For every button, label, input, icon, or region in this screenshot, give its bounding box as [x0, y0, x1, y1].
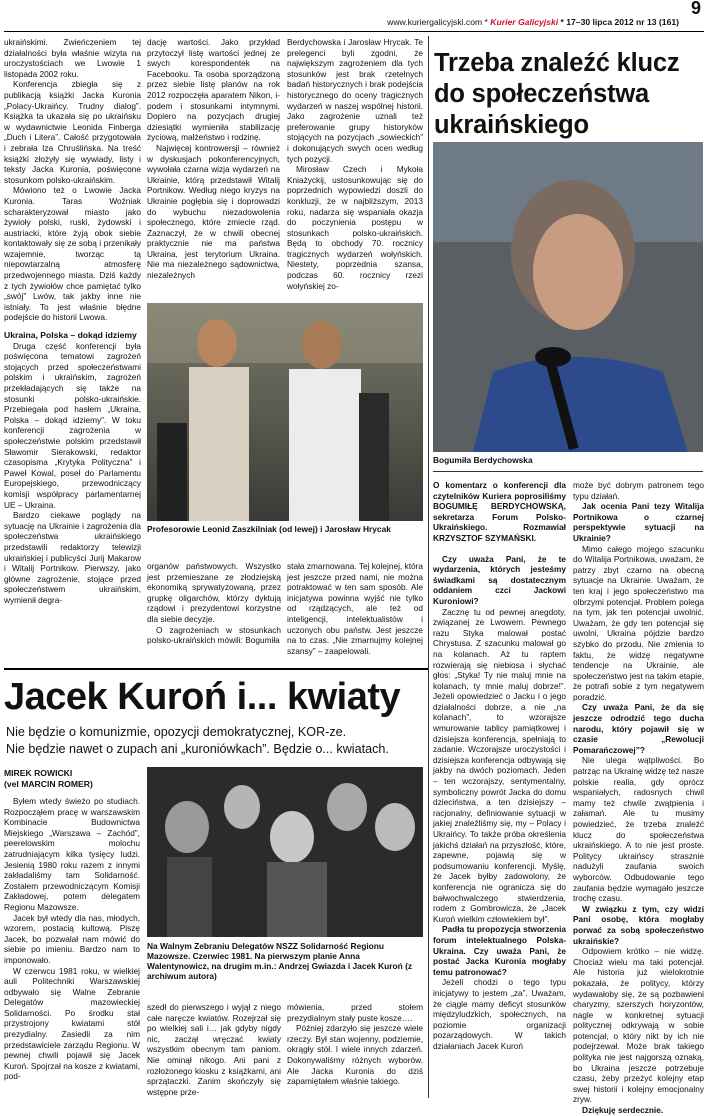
interview-answer: Jeżeli chodzi o tego typu inicjatywy to jestem „za”. Uważam, że ciągle mamy deficyt stosunków międzyludzkich, społecznych, na poziomie organizacji pozarządowych. W takich działaniach Jacek Kuroń	[433, 977, 566, 1051]
paragraph: Byłem wtedy świeżo po studiach. Rozpocząłem pracę w warszawskim Kombinacie Budownictwa Miejskiego „Warszawa – Zachód”, peerelowskim molochu zatrudniającym kilka tysięcy ludzi. Jesienią 1980 roku razem z innymi zakładaliśmy tam Solidarność. Zostałem przewodniczącym Komisji Zakładowej, potem delegatem Regionu Mazowsze.	[4, 796, 140, 912]
kuron-subtitle-1: Nie będzie o komunizmie, opozycji demokratycznej, KOR-ze.	[6, 725, 347, 739]
site-url[interactable]: www.kuriergalicyjski.com	[387, 17, 483, 27]
interview-answer: Nie ulega wątpliwości. Bo patrząc na Ukrainę widzę też nasze polskie realia, gdy oprócz wspaniałych, radosnych chwil mamy też chwile zwątpienia i załamań. Ale tu musimy powiedzieć, że trzeba znaleźć klucz do społeczeństwa ukraińskiego. A to nie jest proste. Politycy ukraińscy strasznie nadużyli zaufania swoich wyborców. Odbudowanie tego zaufania będzie wymagało jeszcze trochę czasu.	[573, 755, 704, 904]
interview-title: Trzeba znaleźć klucz do społeczeństwa ukraińskiego	[434, 49, 680, 139]
paragraph: Bardzo ciekawe poglądy na sytuację na Ukrainie i zagrożenia dla społeczeństwa ukraińskiego przedstawili redaktorzy telewizji ukraińskiej i publicyści Jurij Makarow i Witalij Portnikow. Pierwszy, jako główne zagrożenie, stojące przed społeczeństwem ukraińskim, wymienił degra-	[4, 510, 141, 605]
interview-question: Czy uważa Pani, że te wydarzenia, których jesteśmy świadkami są dostatecznym oddaniem czci Jackowi Kuroniowi?	[433, 553, 566, 606]
paragraph: stała zmarnowana. Tej kolejnej, która jest jeszcze przed nami, nie można potraktować w ten sam sposób. Ale inicjatywa powinna wyjść nie tylko od rządzących, ale też od inteligencji, intelektualistów i uczonych obu państw. Jest jeszcze na to czas. „Nie zmarnujmy kolejnej szansy” – zaapelowali.	[287, 561, 423, 656]
header-sep: *	[482, 17, 491, 27]
paragraph: W czerwcu 1981 roku, w wielkiej auli Politechniki Warszawskiej odbywało się Walne Zebranie Delegatów mazowieckiej Solidarności. Po środku stał przystrojony kwiatami stół prezydialny. Zasiedli za nim przedstawiciele zarządu Regionu. W pewnej chwili pojawił się Jacek Kuroń. Spojrzał na kosze z kwiatami, pod-	[4, 965, 140, 1082]
interview-answer: Mimo całego mojego szacunku do Witalija Portnikowa, uważam, że patrzy zbyt czarno na obecną sytuacje na Ukrainie. Uważam, że ten kraj i jego społeczeństwo ma olbrzymi potencjał. Problem polega na tym, jak ten potencjał uwolnić. Uważam, że gdy ten potencjał się uwolni, Ukraina pójdzie bardzo szybko do przodu. Nie zmienia to faktu, że widzę negatywne tendencje na Ukrainie, ale społeczeństwo jest na takim etapie, że potrafi sobie z tym negatywem poradzić.	[573, 543, 704, 702]
article-col-3b	[287, 561, 423, 656]
paragraph: Później zdarzyło się jeszcze wiele rzeczy. Był stan wojenny, podziemie, okrągły stół. I wiele innych zdarzeń. Dokonywaliśmy różnych wyborów. Ale Jacka Kuronia do dziś zapamiętałem właśnie takiego.	[287, 1023, 423, 1087]
interview-question: Padła tu propozycja stworzenia forum intelektualnego Polska-Ukraina. Czy uważa Pani, że postać Jacka Kuronia mogłaby temu patronować?	[433, 924, 566, 977]
kuron-col-2	[147, 1002, 281, 1098]
photo-caption: Profesorowie Leonid Zaszkilniak (od lewej) i Jarosław Hrycak	[147, 524, 391, 534]
kuron-subtitle-2: Nie będzie nawet o zupach ani „kuroniówkach”. Będzie o... kwiatach.	[6, 742, 389, 756]
paragraph: O zagrożeniach w stosunkach polsko-ukraińskich mówili: Bogumiła	[147, 624, 281, 646]
paragraph: ukraińskimi. Zwieńczeniem tej działalności była właśnie wizyta na uroczystościach we Lwowie 1 listopada 2002 roku.	[4, 37, 141, 79]
section-rule	[4, 668, 428, 670]
interview-question: W związku z tym, czy widzi Pani osobę, która mogłaby porwać za sobą społeczeństwo ukraińskie?	[573, 903, 704, 946]
page-header	[0, 0, 707, 30]
caption-rule	[433, 471, 703, 472]
interview-answer: Zacznę tu od pewnej anegdoty, związanej ze Lwowem. Pewnego razu Styka malował postać Chrystusa. Z szacunku malował go na kolanach. Aż tu raptem rozwierają się niebiosa i słychać głos: „Styka! Ty nie maluj mnie na kolanach, ty mnie maluj dobrze!”. Jeżeli opowiedzieć o Jacku i o jego działalności dobrze, a nie „na kolanach”, to wzorajsze wmurowanie tablicy pamiątkowej i dzisiejsza konferencja, spełniają to zadanie. Wczorajsze uroczystości i dzisiejsza konferencja odbywają się jakby na dwóch poziomach. Jeden – ten wczorajszy, sentymentalny, symboliczny powrót Jacka do domu dzieciństwa, a ten dzisiejszy – racjonalny, definiowanie sytuacji w jakiej znaleźliśmy się, my – Polacy i Ukraińcy. To także próba określenia jakichś działań na przyszłość, które, zapewne, pojawią się w podsumowaniu konferencji. Myślę, że Jacek byłby zadowolony, że konferencja nie ogranicza się do bałwochwalczego stwierdzenia, rodem z Gombrowicza, że „Jacek Kuroń wielkim człowiekiem był”.	[433, 606, 566, 924]
issue-date: * 17–30 lipca 2012 nr 13 (161)	[558, 17, 679, 27]
photo-caption-berdychowska: Bogumiła Berdychowska	[433, 455, 533, 465]
page-number: 9	[690, 0, 701, 18]
photo-professors	[147, 303, 423, 521]
interview-col-2	[573, 480, 704, 1116]
article-col-1	[4, 37, 141, 665]
header-issue-line	[387, 17, 679, 27]
photo-berdychowska	[433, 142, 703, 452]
interview-intro: O komentarz o konferencji dla czytelników Kuriera poprosiliśmy BOGUMIŁĘ BERDYCHOWSKĄ, sekretarza Forum Polsko-Ukraińskiego. Rozmawiał KRZYSZTOF SZYMAŃSKI.	[433, 480, 566, 543]
interview-col-1	[433, 480, 566, 1098]
photo-caption-solidarnosc: Na Walnym Zebraniu Delegatów NSZZ Solidarność Regionu Mazowsze. Czerwiec 1981. Na pierwszym planie Anna Walentynowicz, na drugim m.in.: Andrzej Gwiazda i Jacek Kuroń (z archiwum autora)	[147, 941, 413, 981]
kuron-title: Jacek Kuroń i... kwiaty	[4, 676, 401, 718]
header-rule	[4, 31, 704, 32]
paragraph: Najwięcej kontrowersji – również w dyskusjach pokonferencyjnych, wywołała czarna wizja wydarzeń na Ukrainie, którą przedstawił Witalij Portnikow. Według niego kryzys na Ukrainie pogłębia się i doprowadzi do wybuchu niezadowolenia społecznego, które zmiecie rząd. Zaznaczył, że w chwili obecnej praktycznie nie ma państwa Ukraina, jest terytorium Ukraina. Nie ma niezależnego sądownictwa, niezależnych	[147, 142, 280, 281]
paragraph: Berdychowska i Jarosław Hrycak. Te prelegenci byli zgodni, że największym zagrożeniem dla tych stosunków jest brak rzetelnych badań historycznych i brak podejścia historycznego do oceny tragicznych wydarzeń w naszej wspólnej historii. Jako zagrożenie uznali też preferowanie grupy historyków stojących na pozycjach „sowieckich” i dokonujących swych ocen według tych pozycji.	[287, 37, 423, 164]
interview-question: Czy uważa Pani, że da się jeszcze odrodzić tego ducha narodu, który pojawił się w czasie „Rewolucji Pomarańczowej”?	[573, 702, 704, 755]
paragraph: Jacek był wtedy dla nas, młodych, wzorem, postacią kultową. Piszę Jacek, bo pozwalał nam mówić do siebie po imieniu. Bardzo nam to imponowało.	[4, 912, 140, 965]
article-col-2b	[147, 561, 281, 656]
interview-thanks: Dziękuję serdecznie.	[582, 1105, 664, 1116]
paragraph: Mówiono też o Lwowie Jacka Kuronia. Taras Woźniak scharakteryzował miasto jako żywioły polski, ruski, żydowski i austriacki, które żyją obok siebie kontaktowały się ze sobą i przenikały wzajemnie, tworząc tą niepowtarzalną atmosferę przedwojennego miasta. Dziś każdy z tych żywiołów chce pamiętać tylko „swój” Lwów, tak jakby inne nie istniały. To jest właśnie błędne podejście do historii Lwowa.	[4, 185, 141, 323]
paragraph: dację wartości. Jako przykład przytoczył listę wartości jednej ze swych korespondentek na Facebooku. Ta osoba sporządzoną przez siebie listę planów na rok 2012 rozpoczęła aparatem Nikon, i-podem i stosunkami intymnymi. Dopiero na pozycjach drugiej dziesiątki wymieniła stabilizację życiową, małżeństwo i rodzinę.	[147, 37, 280, 143]
author-alias: (vel MARCIN ROMER)	[4, 778, 93, 789]
paragraph: Druga część konferencji była poświęcona tematowi zagrożeń stojących przed społeczeństwami polskim i ukraińskim, zagrożeń przekładających się także na stosunki polsko-ukraińskie. Przebiegała pod hasłem „Ukraina, Polska – dokąd idziemy”. W toku konferencji zagrożenia w społeczeństwie polskim przedstawił Sławomir Sierakowski, redaktor czasopisma „Krytyka Polityczna” i Paweł Kowal, poseł do Parlamentu Europejskiego, przewodniczący komisji współpracy parlamentarnej UE – Ukraina.	[4, 340, 141, 510]
kuron-col-3	[287, 1002, 423, 1098]
article-col-3	[287, 37, 423, 303]
column-rule	[428, 36, 429, 1098]
paragraph: szedł do pierwszego i wyjął z niego całe naręcze kwiatów. Rozejrzał się po wielkiej sali i… jak gdyby nigdy nic, zaczął wręczać kwiaty wszystkim obecnym tam paniom. Nie ominął nikogo. Ani pani z rozłożonego kiosku z książkami, ani sprzątaczki. Zanim skończyły się wstępne prze-	[147, 1002, 281, 1097]
byline	[4, 768, 140, 789]
interview-question: Jak ocenia Pani tezy Witalija Portnikowa o czarnej perspektywie sytuacji na Ukrainie?	[573, 501, 704, 543]
paragraph: mówienia, przed stołem prezydialnym stały puste kosze….	[287, 1002, 423, 1023]
paragraph: Mirosław Czech i Mykoła Kniażyckij, ustosunkowując się do poprzednich wypowiedzi doszli do konkluzji, że w najbliższym, 2013 roku, nadarza się wspaniała okazja do poczynienia postępu w stosunkach polsko-ukraińskich. Będą to obchody 70. rocznicy tragicznych wydarzeń wołyńskich. Niestety, poprzednia szansa, podczas 60. rocznicy rzezi wołyńskiej zo-	[287, 164, 423, 291]
photo-solidarnosc	[147, 767, 423, 937]
author-name: MIREK ROWICKI	[4, 768, 73, 778]
paper-name: Kurier Galicyjski	[490, 17, 559, 27]
paragraph: organów państwowych. Wszystko jest przemieszane ze złodziejską ekonomiką sprywatyzowaną, przez grupkę oligarchów, którzy dyktują rządowi i prezydentowi korzystne dla siebie decyzje.	[147, 561, 281, 624]
paragraph: Konferencja zbiegła się z publikacją książki Jacka Kuronia „Polacy-Ukraińcy. Trudny dialog”. Książka ta ukazała się po ukraińsku w wydawnictwie Leonida Finberga „Duch i Litera”. Całość przygotowała i zebrała Iza Chruślińska. Na treść książki złożyły się wywiady, listy i teksty Jacka Kuronia, poświęcone stosunkom polsko-ukraińskim.	[4, 79, 141, 185]
interview-answer: może być dobrym patronem tego typu działań.	[573, 480, 704, 501]
interview-answer: Odpowiem krótko – nie widzę. Chociaż wielu ma taki potencjał. Ale historia już wielokrotnie pokazała, że politycy, którzy wydawałoby się, że są pozbawieni charyzmy, szerszych horyzontów, nagle w konkretnej sytuacji politycznej odkrywają w sobie potencjał, o który nikt by ich nie podejrzewał. Może brak takiego polityka nie jest najgorszą oznaką, bo Ukraina jeszcze potrzebuje czasu, żeby przeżyć kolejny etap swej historii i kolejny emocjonalny zryw.	[573, 946, 704, 1105]
kuron-col-1	[4, 796, 140, 1098]
article-col-2	[147, 37, 280, 303]
subheading: Ukraina, Polska – dokąd idziemy	[4, 330, 137, 341]
